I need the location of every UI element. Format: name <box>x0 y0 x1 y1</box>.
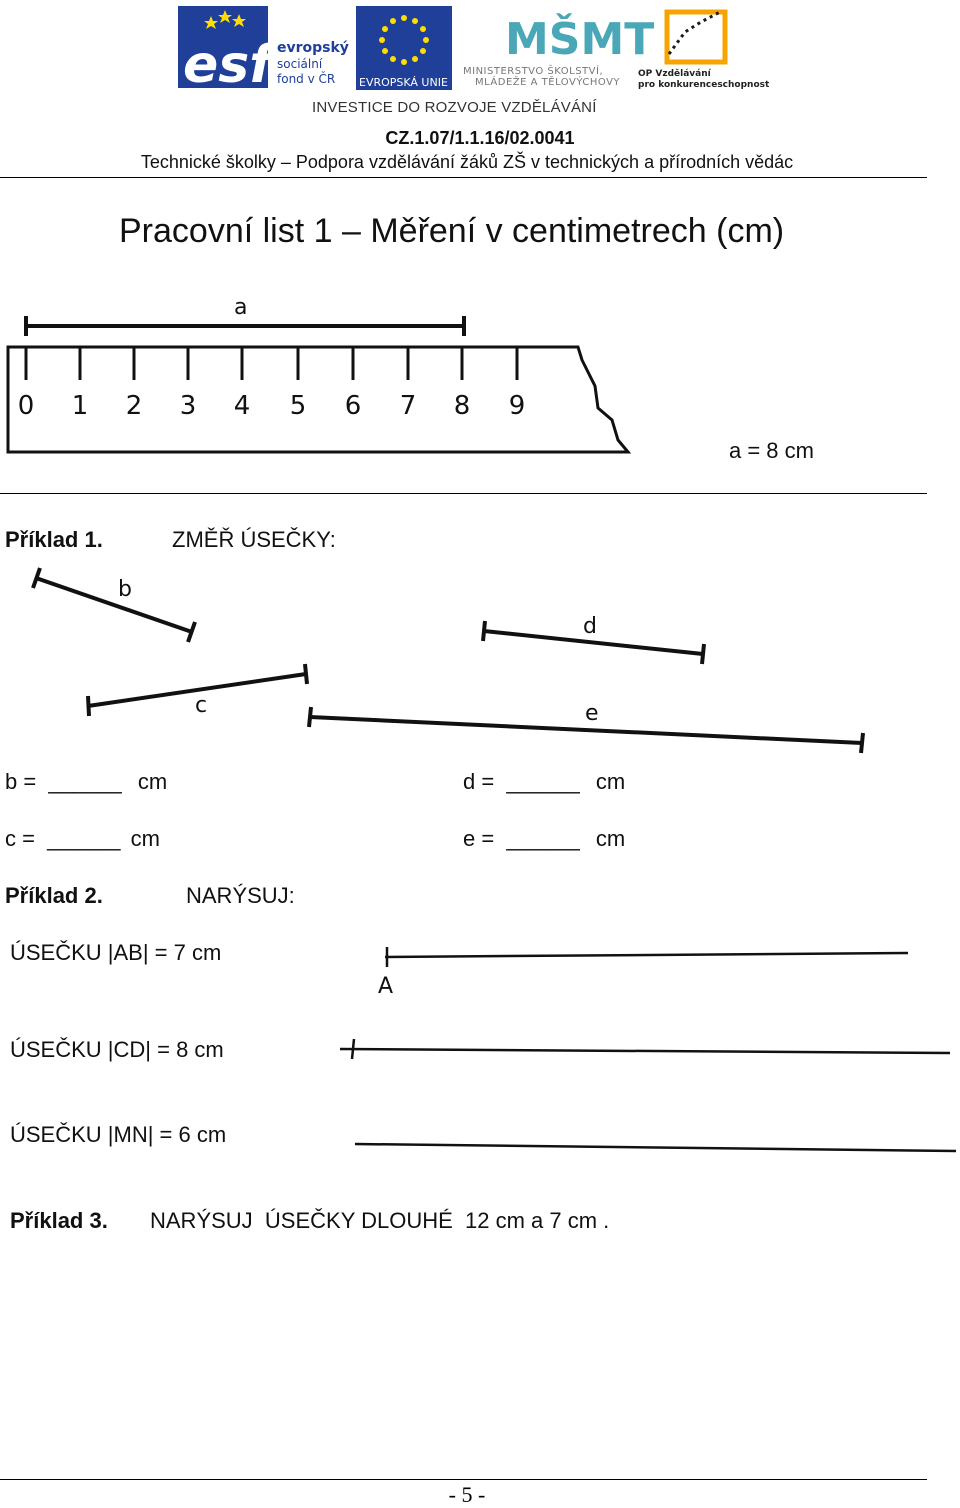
esf-line2: sociální <box>277 57 323 71</box>
answer-e <box>463 826 625 852</box>
segment-d-label: d <box>583 614 597 639</box>
answer-d <box>463 769 625 795</box>
op-logo <box>638 12 770 90</box>
msmt-mark: MŠMT <box>505 14 655 65</box>
line-mn[interactable] <box>355 1144 956 1151</box>
op-line1: OP Vzdělávání <box>638 69 711 79</box>
eu-flag-logo <box>356 6 452 90</box>
msmt-line1: MINISTERSTVO ŠKOLSTVÍ, <box>463 66 604 77</box>
segment-a-label: a <box>234 295 248 320</box>
ruler-number: 9 <box>508 391 526 421</box>
ruler-number: 4 <box>233 391 251 421</box>
example1-label: Příklad 1. <box>5 527 103 552</box>
ruler-number: 1 <box>71 391 89 421</box>
page-title: Pracovní list 1 – Měření v centimetrech (cm) <box>119 212 785 250</box>
header-logos <box>175 4 770 96</box>
ruler-figure <box>0 290 960 465</box>
example3-label: Příklad 3. <box>10 1208 108 1233</box>
ruler-number: 2 <box>125 391 143 421</box>
task-mn: ÚSEČKU |MN| = 6 cm <box>10 1122 227 1147</box>
ruler-number: 8 <box>453 391 471 421</box>
segment-e-label: e <box>585 701 599 726</box>
ruler-answer: a = 8 cm <box>729 438 814 463</box>
page-number: - 5 - <box>448 1482 486 1507</box>
answer-b-blank[interactable]: ______ <box>48 769 122 794</box>
eu-caption: EVROPSKÁ UNIE <box>359 76 448 89</box>
segments-figure <box>0 560 960 760</box>
ruler-number: 3 <box>179 391 197 421</box>
ruler-number: 0 <box>17 391 35 421</box>
answer-c <box>5 826 160 852</box>
msmt-line2: MLÁDEŽE A TĚLOVÝCHOVY <box>475 77 621 88</box>
project-code: CZ.1.07/1.1.16/02.0041 <box>385 128 575 148</box>
answer-c-blank[interactable]: ______ <box>47 826 121 851</box>
ruler-body <box>8 347 628 452</box>
example2-task: NARÝSUJ: <box>186 883 295 908</box>
answer-b-prefix: b = <box>5 769 37 794</box>
project-title: Technické školky – Podpora vzdělávání žáků ZŠ v technických a přírodních vědác <box>140 152 794 172</box>
example1-task: ZMĚŘ ÚSEČKY: <box>172 527 336 552</box>
answer-e-prefix: e = <box>463 826 495 851</box>
answer-c-unit: cm <box>130 826 160 851</box>
answer-b-unit: cm <box>137 769 168 794</box>
esf-line1: evropský <box>277 40 349 56</box>
answer-c-prefix: c = <box>5 826 35 851</box>
answer-d-blank[interactable]: ______ <box>506 769 580 794</box>
task-cd: ÚSEČKU |CD| = 8 cm <box>10 1037 224 1062</box>
example2-label: Příklad 2. <box>5 883 103 908</box>
task-ab: ÚSEČKU |AB| = 7 cm <box>10 940 222 965</box>
answer-e-unit: cm <box>595 826 626 851</box>
invest-tagline: INVESTICE DO ROZVOJE VZDĚLÁVÁNÍ <box>312 99 597 116</box>
draw-lines-figure <box>330 930 960 1170</box>
ruler-number: 6 <box>344 391 362 421</box>
line-ab[interactable] <box>385 953 908 957</box>
esf-line3: fond v ČR <box>277 72 336 86</box>
segment-b-label: b <box>118 577 132 602</box>
ruler-number: 5 <box>289 391 307 421</box>
segment-b-line <box>36 578 192 632</box>
example3-task: NARÝSUJ ÚSEČKY DLOUHÉ 12 cm a 7 cm . <box>150 1208 610 1233</box>
header-divider <box>0 177 927 178</box>
section-divider <box>0 493 927 494</box>
answer-b <box>5 769 167 795</box>
ruler-ticks <box>26 347 517 380</box>
answer-d-prefix: d = <box>463 769 495 794</box>
esf-logo <box>178 6 349 95</box>
msmt-logo <box>463 12 654 88</box>
line-cd[interactable] <box>340 1049 950 1053</box>
ruler-numbers <box>18 391 526 421</box>
op-line2: pro konkurenceschopnost <box>638 80 770 90</box>
esf-mark: esf <box>183 35 272 95</box>
footer-divider <box>0 1479 927 1480</box>
point-a-label: A <box>378 974 394 999</box>
ruler-number: 7 <box>399 391 417 421</box>
segment-c-label: c <box>195 693 208 718</box>
answer-d-unit: cm <box>595 769 626 794</box>
answer-e-blank[interactable]: ______ <box>506 826 580 851</box>
